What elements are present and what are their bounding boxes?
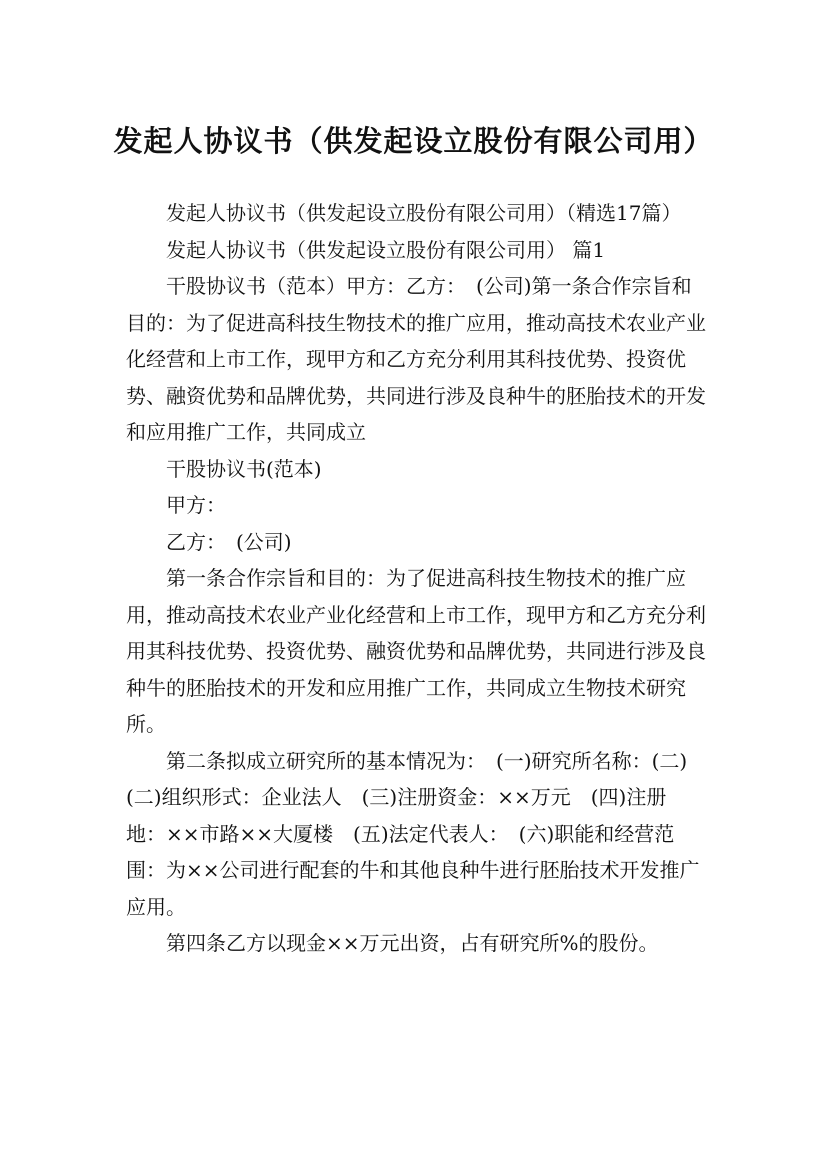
paragraph-article-2: 第二条拟成立研究所的基本情况为： (一)研究所名称：(二) (二)组织形式：企业法人 (三)注册资金：××万元 (四)注册地：××市路××大厦楼 (五)法定代表人： (六)职能和经营范围：为××公司进行配套的牛和其他良种牛进行胚胎技术开发推广应用。 xyxy=(126,748,708,919)
paragraph-party-a: 甲方： xyxy=(166,493,226,517)
paragraph-party-b: 乙方： (公司) xyxy=(166,529,292,554)
paragraph-agreement-title: 干股协议书(范本) xyxy=(166,456,322,481)
document-title: 发起人协议书（供发起设立股份有限公司用） xyxy=(113,124,714,159)
paragraph-article-1: 第一条合作宗旨和目的：为了促进高科技生物技术的推广应用，推动高技术农业产业化经营和上市工作，现甲方和乙方充分利用其科技优势、投资优势、融资优势和品牌优势，共同进行涉及良种牛的胚胎技术的开发和应用推广工作，共同成立生物技术研究所。 xyxy=(126,566,706,736)
paragraph-article-4: 第四条乙方以现金××万元出资，占有研究所%的股份。 xyxy=(166,931,659,955)
document-body xyxy=(126,195,706,962)
paragraph-doc-heading: 发起人协议书（供发起设立股份有限公司用）（精选17篇） xyxy=(166,201,682,225)
paragraph-section-heading: 发起人协议书（供发起设立股份有限公司用） 篇1 xyxy=(166,237,606,262)
paragraph-summary: 干股协议书（范本）甲方：乙方： (公司)第一条合作宗旨和目的：为了促进高科技生物技术的推广应用，推动高技术农业产业化经营和上市工作，现甲方和乙方充分利用其科技优势、投资优势、融资优势和品牌优势，共同进行涉及良种牛的胚胎技术的开发和应用推广工作，共同成立 xyxy=(126,274,706,444)
